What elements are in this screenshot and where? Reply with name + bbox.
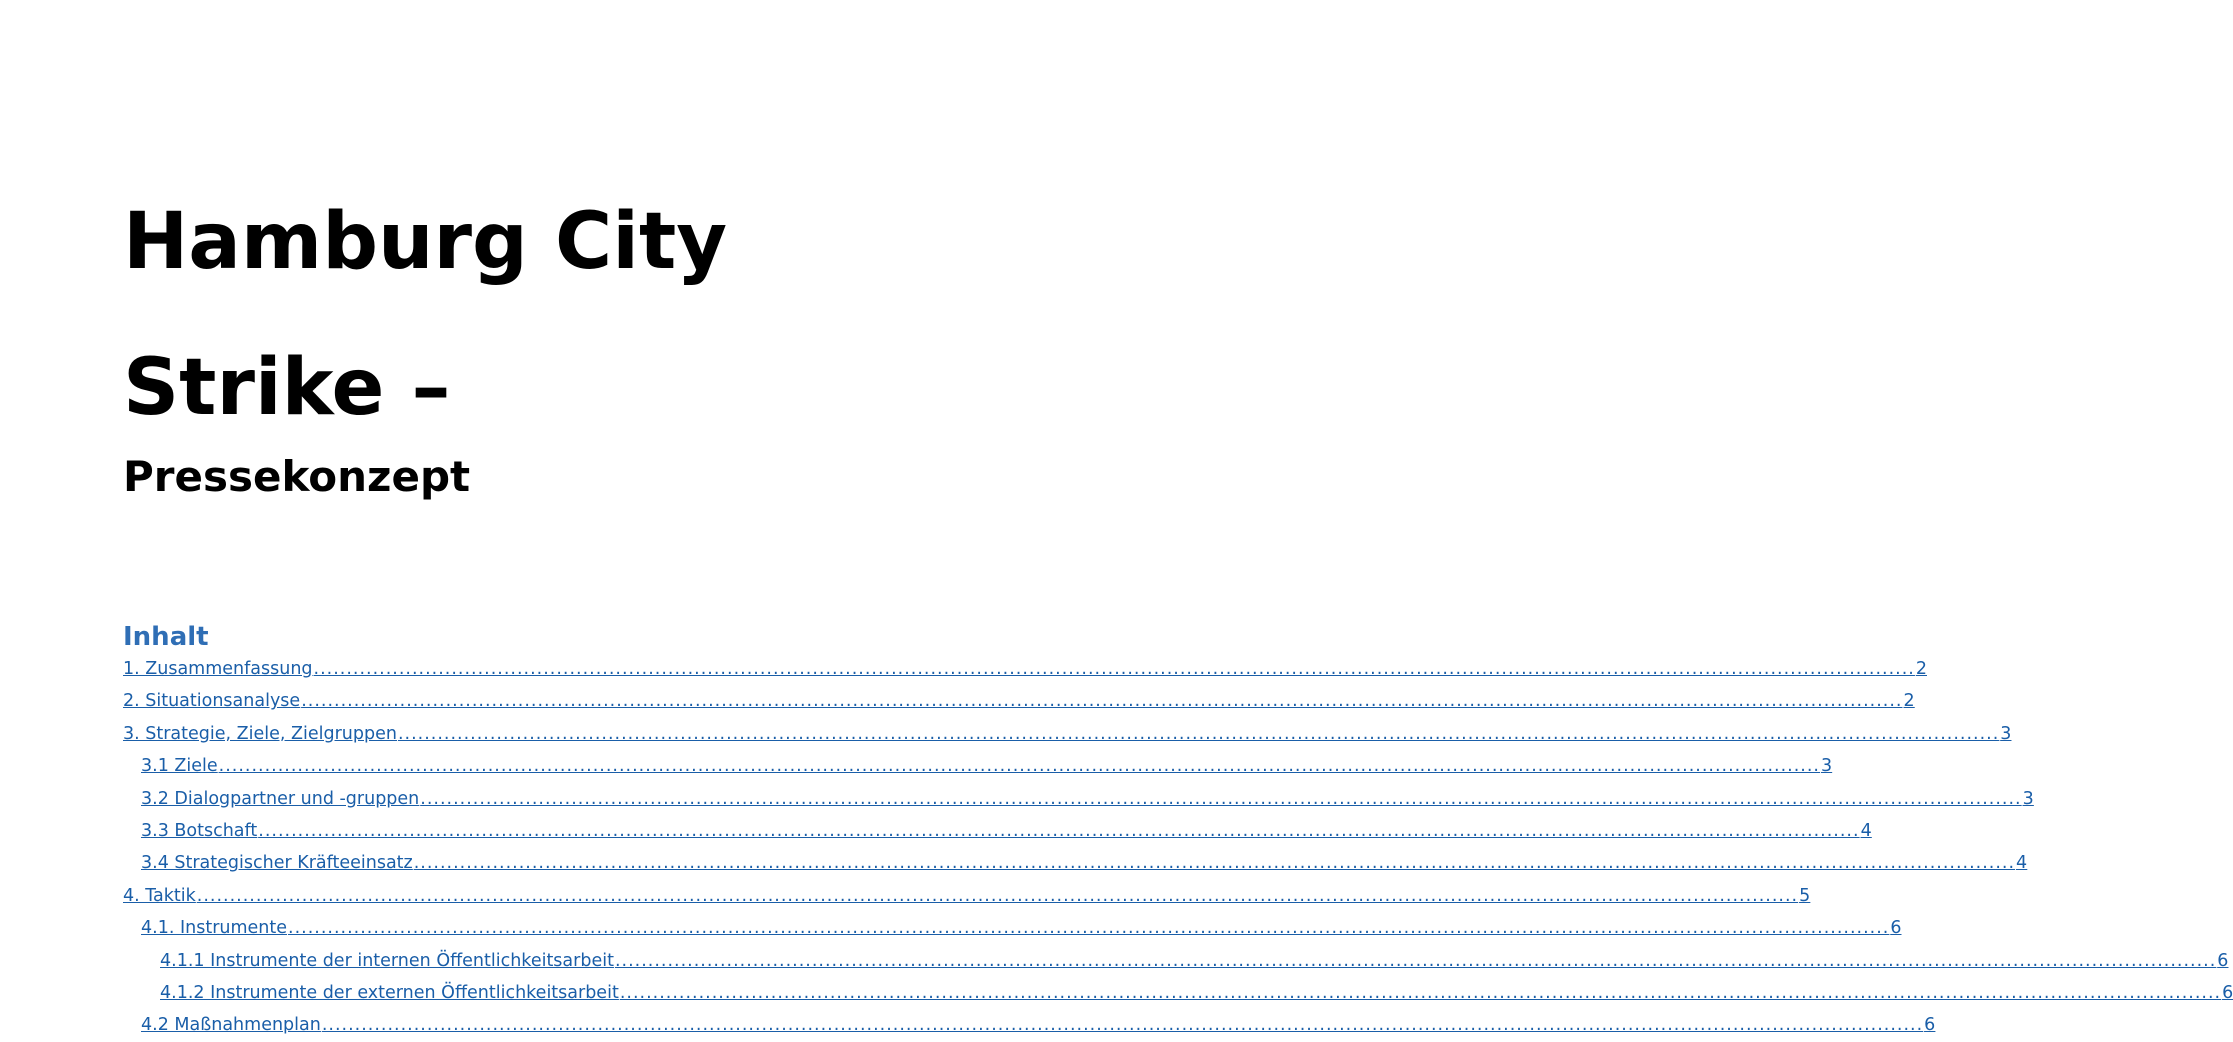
toc-entry[interactable] (123, 750, 1833, 782)
toc-entry-page-number: 2 (1903, 691, 1915, 712)
toc-dot-leader (322, 1009, 1923, 1041)
toc-entry[interactable] (123, 685, 1915, 717)
toc-entry-label: 3.3 Botschaft (141, 820, 258, 841)
toc-entry-page-number: 6 (2217, 950, 2229, 971)
toc-dot-leader (414, 847, 2015, 879)
toc-entry-label: 4.1.1 Instrumente der internen Öffentlichkeitsarbeit (160, 950, 614, 971)
toc-dot-leader (615, 945, 2216, 977)
toc-entry-label: 4.1. Instrumente (141, 918, 288, 939)
toc-entry[interactable] (123, 912, 1902, 944)
toc-dot-leader (314, 653, 1915, 685)
toc-entry-page-number: 5 (1799, 885, 1811, 906)
toc-entry[interactable] (123, 1009, 1936, 1041)
toc-entry-page-number: 4 (1860, 820, 1872, 841)
toc-entry-page-number: 2 (1915, 659, 1927, 679)
document-title-line-1: Hamburg City (123, 197, 728, 287)
toc-dot-leader (258, 815, 1859, 847)
toc-entry-page-number: 3 (2022, 788, 2034, 809)
toc-entry-page-number: 4 (2016, 853, 2028, 874)
toc-entry-label: 2. Situationsanalyse (123, 691, 301, 712)
toc-entry[interactable] (123, 815, 1872, 847)
table-of-contents (123, 653, 2233, 1042)
toc-entry[interactable] (123, 653, 1927, 685)
toc-entry-label: 4. Taktik (123, 885, 196, 906)
toc-dot-leader (219, 750, 1820, 782)
toc-entry-page-number: 6 (1890, 918, 1902, 939)
document-title-line-2: Strike – (123, 343, 451, 433)
toc-entry[interactable] (123, 847, 2028, 879)
toc-entry-page-number: 6 (1924, 1015, 1936, 1036)
toc-entry[interactable] (123, 977, 2233, 1009)
toc-dot-leader (301, 685, 1902, 717)
toc-entry-label: 3.1 Ziele (141, 756, 218, 777)
toc-entry[interactable] (123, 783, 2034, 815)
document-subtitle: Pressekonzept (123, 452, 471, 501)
toc-entry-label: 3.2 Dialogpartner und -gruppen (141, 788, 420, 809)
toc-entry[interactable] (123, 880, 1811, 912)
toc-dot-leader (288, 912, 1889, 944)
toc-dot-leader (420, 783, 2021, 815)
toc-entry[interactable] (123, 945, 2229, 977)
toc-dot-leader (398, 718, 1999, 750)
toc-entry-page-number: 6 (2222, 982, 2233, 1003)
toc-entry-label: 1. Zusammenfassung (123, 659, 313, 679)
toc-dot-leader (197, 880, 1798, 912)
toc-dot-leader (620, 977, 2221, 1009)
toc-entry-page-number: 3 (1820, 756, 1833, 777)
toc-entry-page-number: 3 (2000, 723, 2012, 744)
toc-entry-label: 3. Strategie, Ziele, Zielgruppen (123, 723, 397, 744)
toc-entry-label: 4.1.2 Instrumente der externen Öffentlichkeitsarbeit (160, 982, 619, 1003)
toc-entry-label: 3.4 Strategischer Kräfteeinsatz (141, 853, 413, 874)
toc-heading: Inhalt (123, 622, 209, 652)
toc-entry-label: 4.2 Maßnahmenplan (141, 1015, 321, 1036)
toc-entry[interactable] (123, 718, 2012, 750)
